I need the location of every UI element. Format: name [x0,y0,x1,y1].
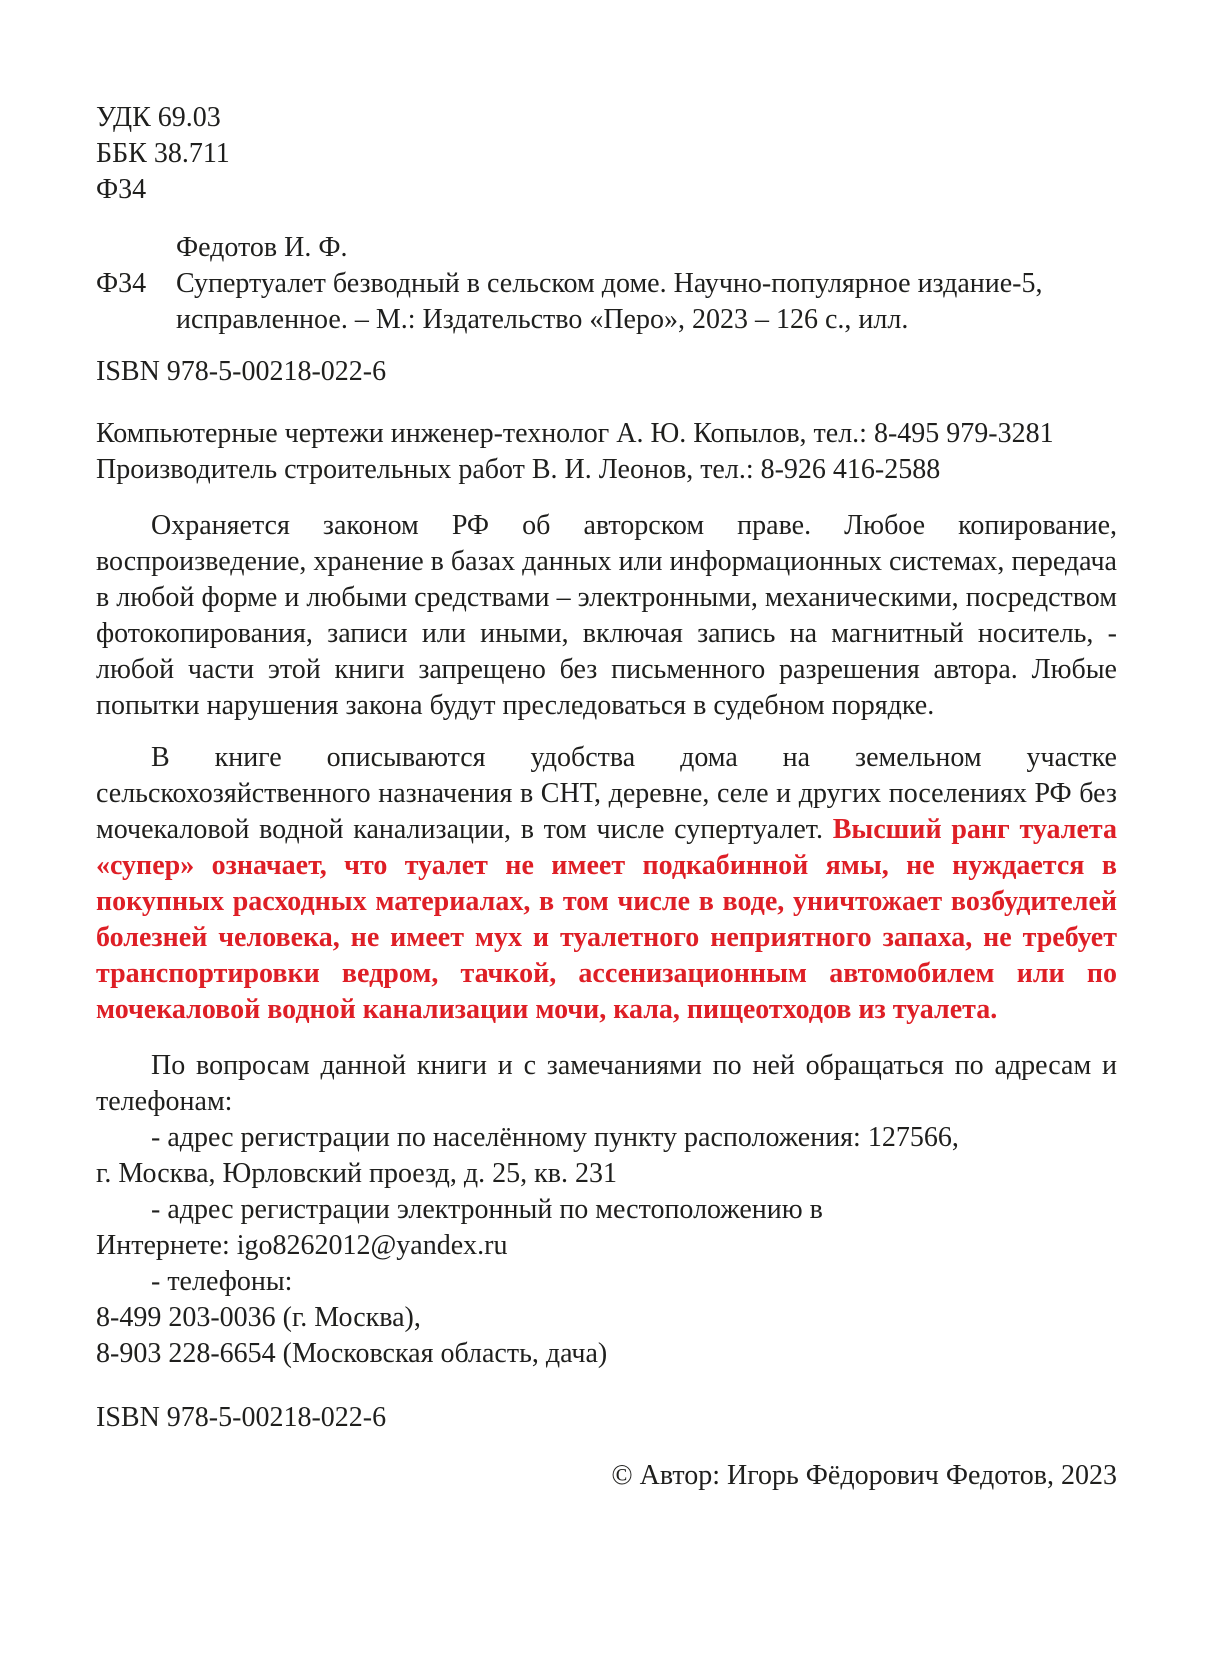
author-copyright-line: © Автор: Игорь Фёдорович Федотов, 2023 [611,1460,1117,1491]
legal-notice-paragraph: Охраняется законом РФ об авторском праве. Любое копирование, воспроизведение, хранение в базах данных или информационных системах, передача в любой форме и любыми средствами – электронными, механическими, посредством фотокопирования, записи или иными, включая запись на магнитный носитель, - любой части этой книги запрещено без письменного разрешения автора. Любые попытки нарушения закона будут преследоваться в судебном порядке. [96,510,1117,721]
credit-drafting-line: Компьютерные чертежи инженер-технолог А. Ю. Копылов, тел.: 8-495 979-3281 [96,418,1054,449]
classification-codes [96,100,1117,208]
udk-code: УДК 69.03 [96,102,221,133]
credit-construction-line: Производитель строительных работ В. И. Леонов, тел.: 8-926 416-2588 [96,454,941,485]
author-sign-code: Ф34 [96,174,147,205]
contacts-intro: По вопросам данной книги и с замечаниями по ней обращаться по адресам и телефонам: [96,1050,1117,1117]
annotation-paragraph [96,740,1117,1028]
annotation-intro-text: В книге описываются удобства дома на земельном участке сельскохозяйственного назначения в СНТ, деревне, селе и других поселениях РФ без мочекаловой водной канализации, в том числе супертуалет. [96,742,1117,845]
annotation-highlight-text: Высший ранг туалета «супер» означает, что туалет не имеет подкабинной ямы, не нуждается в покупных расходных материалах, в том числе в воде, уничтожает возбудителей болезней человека, не имеет мух и туалетного неприятного запаха, не требует транспортировки ведром, тачкой, ассенизационным автомобилем или по мочекаловой водной канализации мочи, кала, пищеотходов из туалета. [96,814,1117,1025]
catalog-card [96,230,1117,338]
isbn-top: ISBN 978-5-00218-022-6 [96,356,387,387]
contact-phone-dacha-line: 8-903 228-6654 (Московская область, дача) [96,1338,608,1369]
catalog-card-code: Ф34 [96,268,147,299]
contact-email-address-line: Интернете: igo8262012@yandex.ru [96,1230,508,1261]
contact-email-label-line: - адрес регистрации электронный по местоположению в [151,1194,823,1225]
catalog-card-description: Супертуалет безводный в сельском доме. Научно-популярное издание-5, исправленное. – М.: Издательство «Перо», 2023 – 126 с., илл. [176,268,1043,335]
bbk-code: ББК 38.711 [96,138,230,169]
catalog-card-entry [96,266,1117,338]
credits-block [96,416,1117,488]
catalog-card-author: Федотов И. Ф. [176,232,348,263]
contact-postal-address-line: - адрес регистрации по населённому пункту расположения: 127566, [151,1122,959,1153]
isbn-bottom: ISBN 978-5-00218-022-6 [96,1402,387,1433]
contacts-block [96,1048,1117,1372]
contact-phones-label-line: - телефоны: [151,1266,293,1297]
contact-postal-address-continuation: г. Москва, Юрловский проезд, д. 25, кв. 231 [96,1158,617,1189]
contact-phone-moscow-line: 8-499 203-0036 (г. Москва), [96,1302,421,1333]
